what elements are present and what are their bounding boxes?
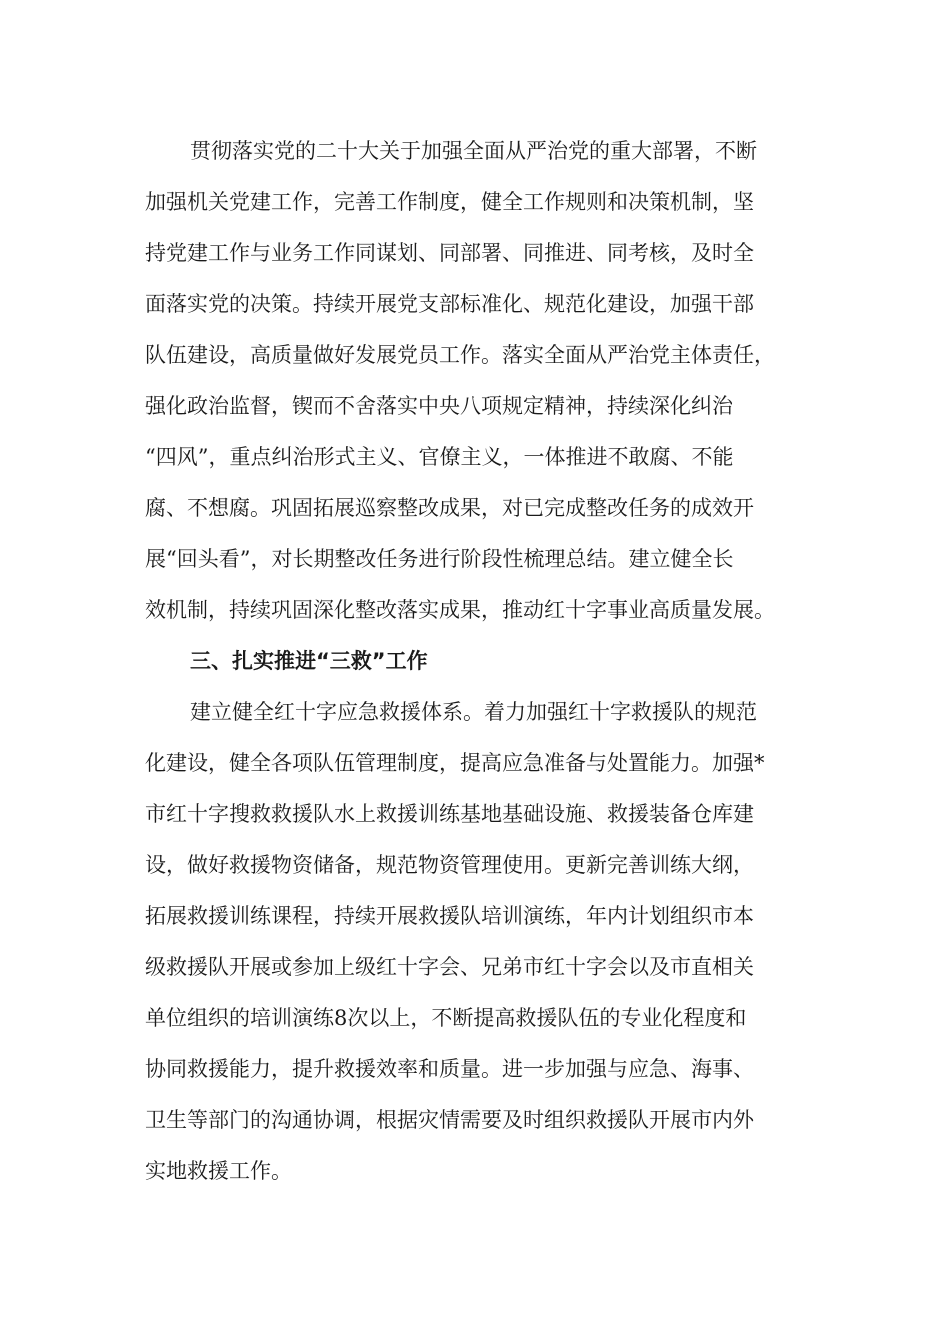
paragraph-1-line: 加强机关党建工作，完善工作制度，健全工作规则和决策机制，坚 bbox=[145, 190, 754, 214]
paragraph-1-line: 面落实党的决策。持续开展党支部标准化、规范化建设，加强干部 bbox=[145, 292, 754, 316]
paragraph-2-line: 化建设，健全各项队伍管理制度，提高应急准备与处置能力。加强* bbox=[145, 751, 765, 775]
paragraph-2-line: 协同救援能力，提升救援效率和质量。进一步加强与应急、海事、 bbox=[145, 1057, 754, 1081]
paragraph-2-line: 拓展救援训练课程，持续开展救援队培训演练，年内计划组织市本 bbox=[145, 904, 754, 928]
paragraph-1-line: 持党建工作与业务工作同谋划、同部署、同推进、同考核，及时全 bbox=[145, 241, 754, 265]
paragraph-1-line: 队伍建设，高质量做好发展党员工作。落实全面从严治党主体责任， bbox=[145, 343, 775, 367]
paragraph-2-line: 建立健全红十字应急救援体系。着力加强红十字救援队的规范 bbox=[190, 700, 757, 724]
paragraph-1-line: 效机制，持续巩固深化整改落实成果，推动红十字事业高质量发展。 bbox=[145, 598, 775, 622]
paragraph-1-line: 强化政治监督，锲而不舍落实中央八项规定精神，持续深化纠治 bbox=[145, 394, 733, 418]
paragraph-1-line: 贯彻落实党的二十大关于加强全面从严治党的重大部署，不断 bbox=[190, 139, 757, 163]
paragraph-2-line: 设，做好救援物资储备，规范物资管理使用。更新完善训练大纲， bbox=[145, 853, 754, 877]
paragraph-1-line: 展“回头看”，对长期整改任务进行阶段性梳理总结。建立健全长 bbox=[145, 547, 734, 571]
paragraph-2-line: 单位组织的培训演练8次以上，不断提高救援队伍的专业化程度和 bbox=[145, 1006, 747, 1030]
paragraph-2-line: 市红十字搜救救援队水上救援训练基地基础设施、救援装备仓库建 bbox=[145, 802, 754, 826]
paragraph-2-line: 卫生等部门的沟通协调，根据灾情需要及时组织救援队开展市内外 bbox=[145, 1108, 754, 1132]
paragraph-2-line: 实地救援工作。 bbox=[145, 1159, 292, 1183]
paragraph-2-line: 级救援队开展或参加上级红十字会、兄弟市红十字会以及市直相关 bbox=[145, 955, 754, 979]
paragraph-1-line: 腐、不想腐。巩固拓展巡察整改成果，对已完成整改任务的成效开 bbox=[145, 496, 754, 520]
paragraph-1-line: “四风”，重点纠治形式主义、官僚主义，一体推进不敢腐、不能 bbox=[145, 445, 734, 469]
section-heading: 三、扎实推进“三救”工作 bbox=[190, 649, 428, 673]
